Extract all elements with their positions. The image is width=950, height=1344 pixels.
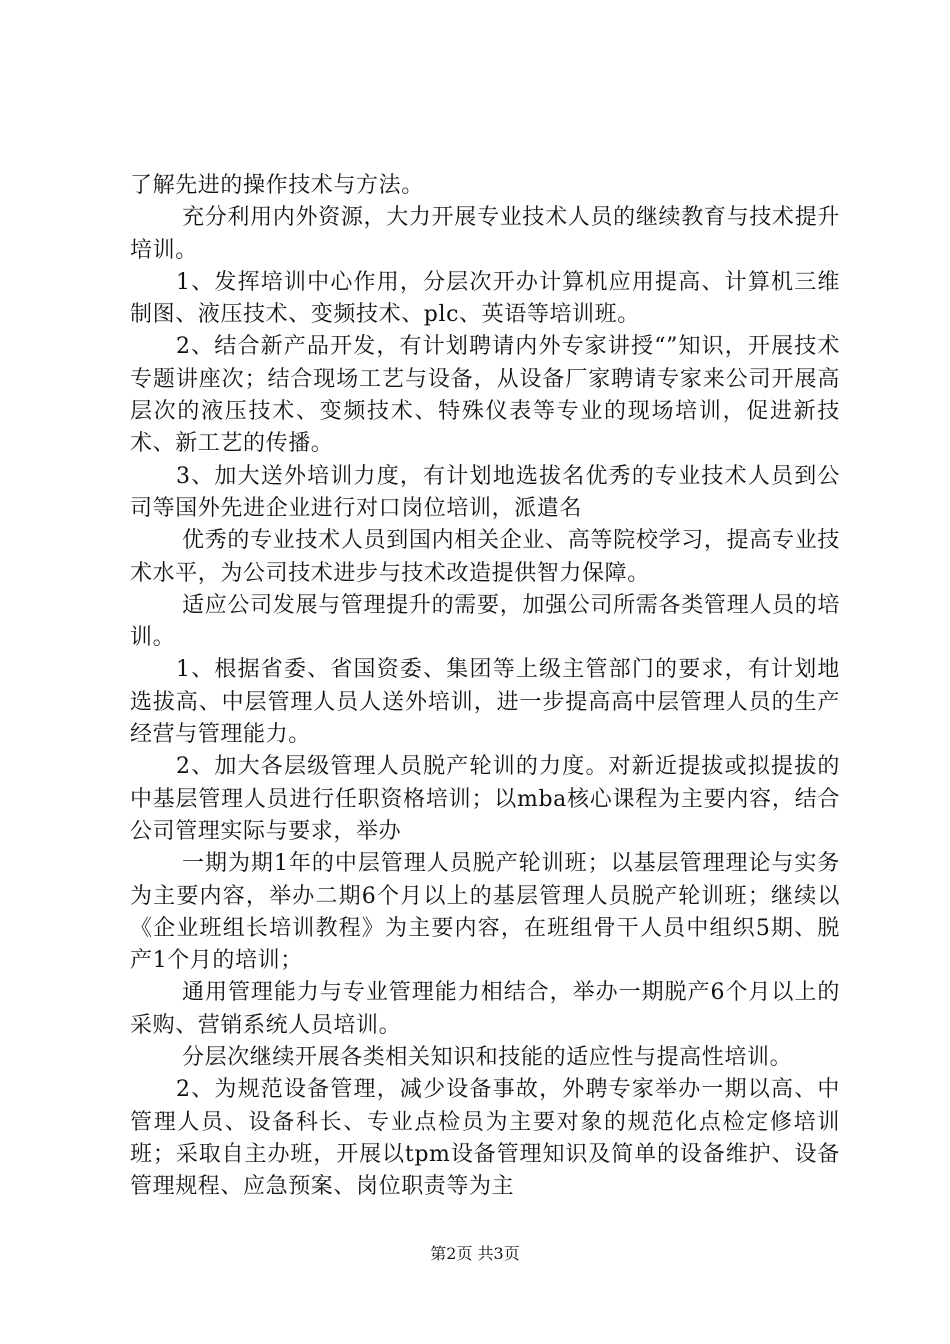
paragraph: 优秀的专业技术人员到国内相关企业、高等院校学习，提高专业技术水平，为公司技术进步与技术改造提供智力保障。	[130, 528, 840, 586]
paragraph: 了解先进的操作技术与方法。	[130, 173, 424, 198]
paragraph: 1、根据省委、省国资委、集团等上级主管部门的要求，有计划地选拔高、中层管理人员人送外培训，进一步提高高中层管理人员的生产经营与管理能力。	[130, 657, 840, 748]
page-number-label: 第2页 共3页	[430, 1244, 520, 1263]
paragraph: 2、结合新产品开发，有计划聘请内外专家讲授“”知识，开展技术专题讲座次；结合现场工艺与设备，从设备厂家聘请专家来公司开展高层次的液压技术、变频技术、特殊仪表等专业的现场培训，促进新技术、新工艺的传播。	[130, 334, 840, 457]
paragraph: 2、加大各层级管理人员脱产轮训的力度。对新近提拔或拟提拔的中基层管理人员进行任职资格培训；以mba核心课程为主要内容，结合公司管理实际与要求，举办	[130, 754, 840, 844]
document-body	[130, 170, 840, 1204]
paragraph: 适应公司发展与管理提升的需要，加强公司所需各类管理人员的培训。	[130, 592, 840, 651]
paragraph: 2、为规范设备管理，减少设备事故，外聘专家举办一期以高、中管理人员、设备科长、专业点检员为主要对象的规范化点检定修培训班；采取自主办班，开展以tpm设备管理知识及简单的设备维护、设备管理规程、应急预案、岗位职责等为主	[130, 1077, 840, 1200]
paragraph: 一期为期1年的中层管理人员脱产轮训班；以基层管理理论与实务为主要内容，举办二期6个月以上的基层管理人员脱产轮训班；继续以《企业班组长培训教程》为主要内容，在班组骨干人员中组织5期、脱产1个月的培训；	[130, 851, 840, 974]
paragraph: 3、加大送外培训力度，有计划地选拔名优秀的专业技术人员到公司等国外先进企业进行对口岗位培训，派遣名	[130, 463, 840, 521]
paragraph: 分层次继续开展各类相关知识和技能的适应性与提高性培训。	[182, 1045, 793, 1071]
paragraph: 充分利用内外资源，大力开展专业技术人员的继续教育与技术提升培训。	[130, 205, 840, 263]
page-footer	[0, 1241, 950, 1264]
paragraph: 1、发挥培训中心作用，分层次开办计算机应用提高、计算机三维制图、液压技术、变频技术、plc、英语等培训班。	[130, 269, 840, 328]
paragraph: 通用管理能力与专业管理能力相结合，举办一期脱产6个月以上的采购、营销系统人员培训。	[130, 980, 840, 1038]
